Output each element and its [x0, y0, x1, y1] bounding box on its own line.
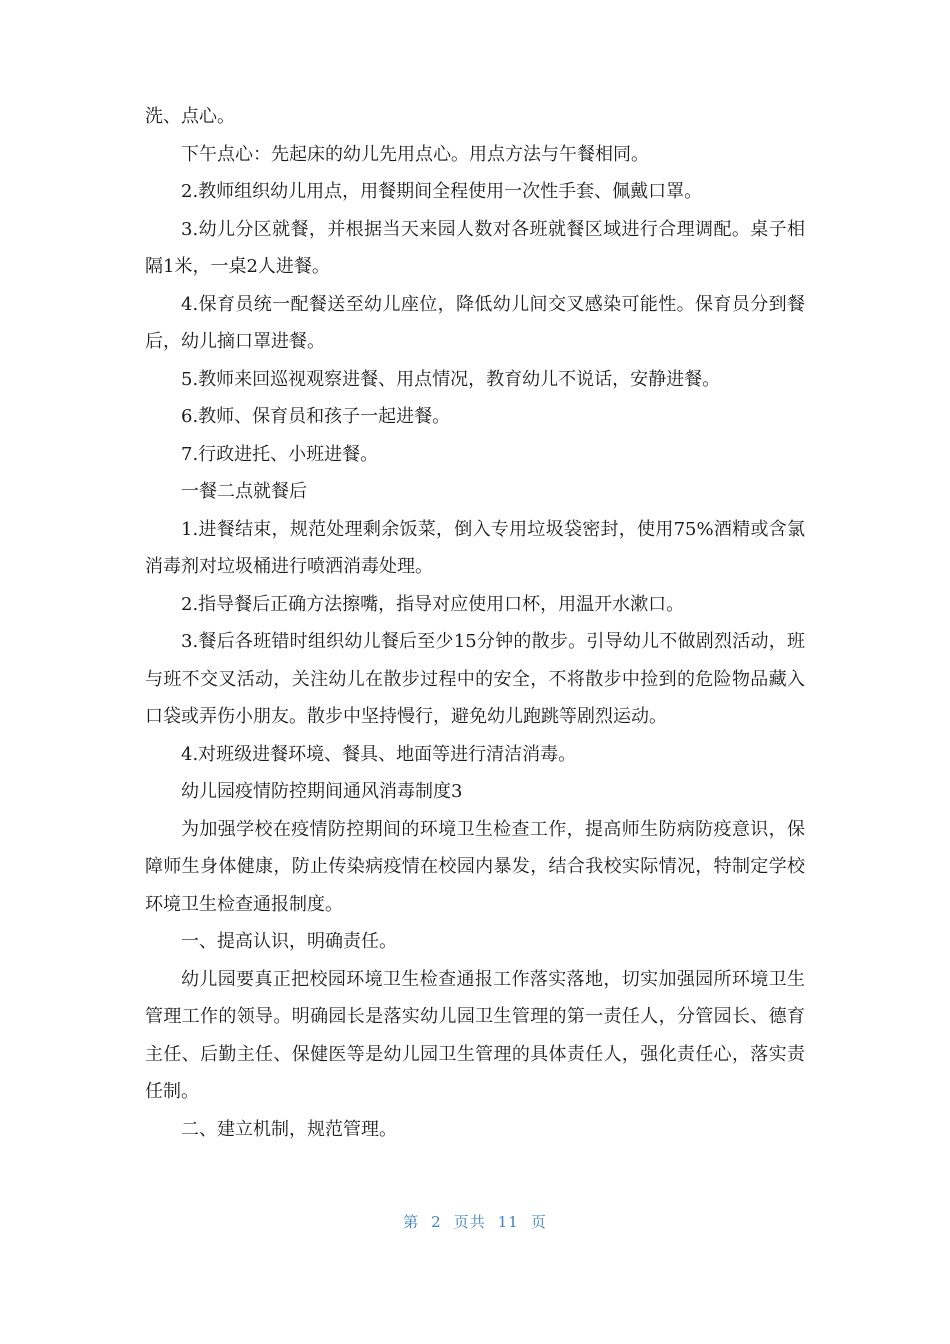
paragraph: 下午点心：先起床的幼儿先用点心。用点方法与午餐相同。	[181, 143, 649, 165]
paragraph: 1.进餐结束，规范处理剩余饭菜，倒入专用垃圾袋密封，使用75%酒精或含氯消毒剂对垃圾桶进行喷洒消毒处理。	[145, 518, 805, 577]
paragraph: 2.指导餐后正确方法擦嘴，指导对应使用口杯，用温开水漱口。	[181, 593, 685, 615]
paragraph: 7.行政进托、小班进餐。	[181, 443, 379, 465]
paragraph: 洗、点心。	[145, 106, 235, 127]
paragraph: 3.餐后各班错时组织幼儿餐后至少15分钟的散步。引导幼儿不做剧烈活动，班与班不交叉活动，关注幼儿在散步过程中的安全，不将散步中捡到的危险物品藏入口袋或弄伤小朋友。散步中坚持慢行，避免幼儿跑跳等剧烈运动。	[145, 631, 805, 727]
paragraph: 3.幼儿分区就餐，并根据当天来园人数对各班就餐区域进行合理调配。桌子相隔1米，一桌2人进餐。	[145, 218, 805, 277]
paragraph: 一餐二点就餐后	[181, 481, 307, 502]
paragraph: 二、建立机制，规范管理。	[181, 1118, 397, 1140]
paragraph: 4.对班级进餐环境、餐具、地面等进行清洁消毒。	[181, 743, 577, 765]
paragraph: 幼儿园疫情防控期间通风消毒制度3	[181, 781, 463, 802]
paragraph: 一、提高认识，明确责任。	[181, 931, 397, 952]
footer-middle: 页共	[453, 1213, 486, 1231]
paragraph: 4.保育员统一配餐送至幼儿座位，降低幼儿间交叉感染可能性。保育员分到餐后，幼儿摘口罩进餐。	[145, 293, 805, 352]
paragraph: 5.教师来回巡视观察进餐、用点情况，教育幼儿不说话，安静进餐。	[181, 368, 721, 390]
footer-total-pages: 11	[497, 1213, 519, 1231]
document-body	[145, 98, 805, 1148]
paragraph: 2.教师组织幼儿用点，用餐期间全程使用一次性手套、佩戴口罩。	[181, 181, 703, 202]
footer-suffix: 页	[530, 1213, 547, 1231]
paragraph: 6.教师、保育员和孩子一起进餐。	[181, 406, 451, 427]
footer-prefix: 第	[403, 1213, 420, 1231]
paragraph: 为加强学校在疫情防控期间的环境卫生检查工作，提高师生防病防疫意识，保障师生身体健康，防止传染病疫情在校园内暴发，结合我校实际情况，特制定学校环境卫生检查通报制度。	[145, 818, 805, 915]
footer-current-page: 2	[431, 1213, 442, 1231]
page-footer	[0, 1211, 950, 1232]
paragraph: 幼儿园要真正把校园环境卫生检查通报工作落实落地，切实加强园所环境卫生管理工作的领导。明确园长是落实幼儿园卫生管理的第一责任人，分管园长、德育主任、后勤主任、保健医等是幼儿园卫生管理的具体责任人，强化责任心，落实责任制。	[145, 968, 805, 1102]
